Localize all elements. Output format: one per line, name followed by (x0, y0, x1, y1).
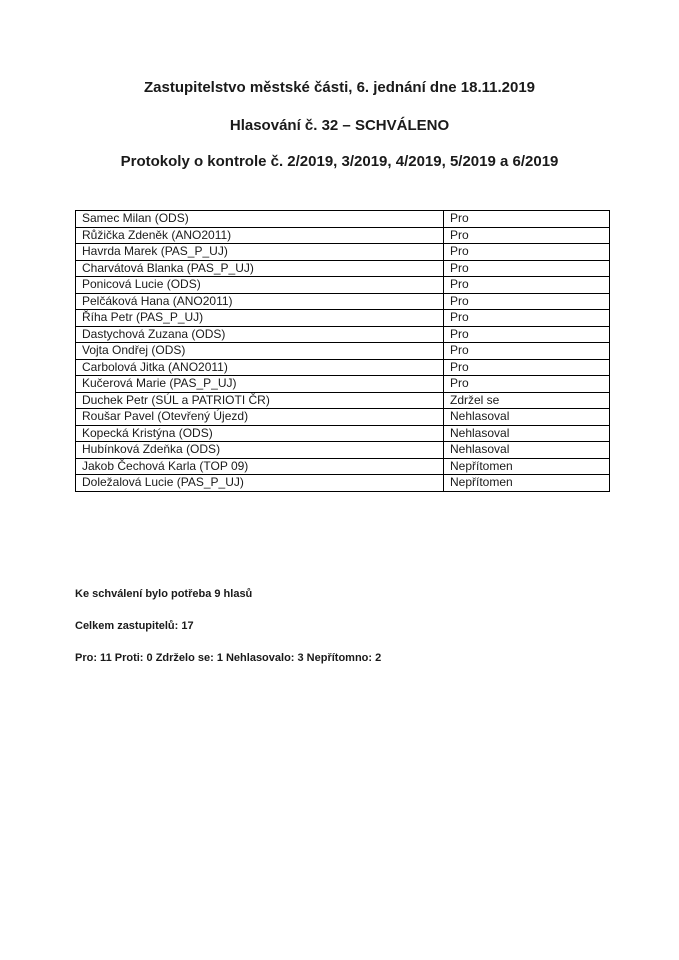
vote-cell: Zdržel se (444, 392, 610, 409)
vote-cell: Nehlasoval (444, 409, 610, 426)
member-name-cell: Kopecká Kristýna (ODS) (76, 425, 444, 442)
member-name-cell: Hubínková Zdeňka (ODS) (76, 442, 444, 459)
table-row (76, 425, 610, 442)
vote-cell: Pro (444, 293, 610, 310)
table-row (76, 343, 610, 360)
vote-counts-text: Pro: 11 Proti: 0 Zdrželo se: 1 Nehlasovalo: 3 Nepřítomno: 2 (75, 652, 382, 664)
table-row (76, 293, 610, 310)
vote-cell: Pro (444, 260, 610, 277)
vote-cell: Nehlasoval (444, 442, 610, 459)
vote-cell: Pro (444, 211, 610, 228)
vote-cell: Pro (444, 277, 610, 294)
vote-cell: Pro (444, 310, 610, 327)
vote-cell: Pro (444, 326, 610, 343)
required-votes-text: Ke schválení bylo potřeba 9 hlasů (75, 588, 253, 600)
table-row (76, 277, 610, 294)
member-name-cell: Doležalová Lucie (PAS_P_UJ) (76, 475, 444, 492)
vote-cell: Nehlasoval (444, 425, 610, 442)
member-name-cell: Roušar Pavel (Otevřený Újezd) (76, 409, 444, 426)
member-name-cell: Duchek Petr (SÚL a PATRIOTI ČR) (76, 392, 444, 409)
vote-result-title: Hlasování č. 32 – SCHVÁLENO (229, 117, 450, 134)
member-name-cell: Havrda Marek (PAS_P_UJ) (76, 244, 444, 261)
member-name-cell: Vojta Ondřej (ODS) (76, 343, 444, 360)
meeting-title: Zastupitelstvo městské části, 6. jednání dne 18.11.2019 (143, 79, 536, 96)
member-name-cell: Pelčáková Hana (ANO2011) (76, 293, 444, 310)
table-row (76, 359, 610, 376)
member-name-cell: Kučerová Marie (PAS_P_UJ) (76, 376, 444, 393)
table-row (76, 376, 610, 393)
vote-cell: Pro (444, 227, 610, 244)
vote-subject-title: Protokoly o kontrole č. 2/2019, 3/2019, 4/2019, 5/2019 a 6/2019 (120, 153, 559, 170)
vote-cell: Pro (444, 244, 610, 261)
vote-cell: Nepřítomen (444, 458, 610, 475)
table-row (76, 442, 610, 459)
vote-cell: Pro (444, 359, 610, 376)
member-name-cell: Charvátová Blanka (PAS_P_UJ) (76, 260, 444, 277)
member-name-cell: Dastychová Zuzana (ODS) (76, 326, 444, 343)
table-row (76, 260, 610, 277)
total-members-text: Celkem zastupitelů: 17 (75, 620, 194, 632)
member-name-cell: Jakob Čechová Karla (TOP 09) (76, 458, 444, 475)
member-name-cell: Samec Milan (ODS) (76, 211, 444, 228)
table-row (76, 326, 610, 343)
table-row (76, 409, 610, 426)
table-row (76, 475, 610, 492)
member-name-cell: Ponicová Lucie (ODS) (76, 277, 444, 294)
member-name-cell: Říha Petr (PAS_P_UJ) (76, 310, 444, 327)
vote-table (75, 210, 610, 492)
vote-cell: Pro (444, 376, 610, 393)
vote-table-body (76, 211, 610, 492)
table-row (76, 458, 610, 475)
vote-cell: Nepřítomen (444, 475, 610, 492)
vote-cell: Pro (444, 343, 610, 360)
table-row (76, 392, 610, 409)
table-row (76, 244, 610, 261)
member-name-cell: Růžička Zdeněk (ANO2011) (76, 227, 444, 244)
table-row (76, 310, 610, 327)
member-name-cell: Carbolová Jitka (ANO2011) (76, 359, 444, 376)
table-row (76, 227, 610, 244)
table-row (76, 211, 610, 228)
